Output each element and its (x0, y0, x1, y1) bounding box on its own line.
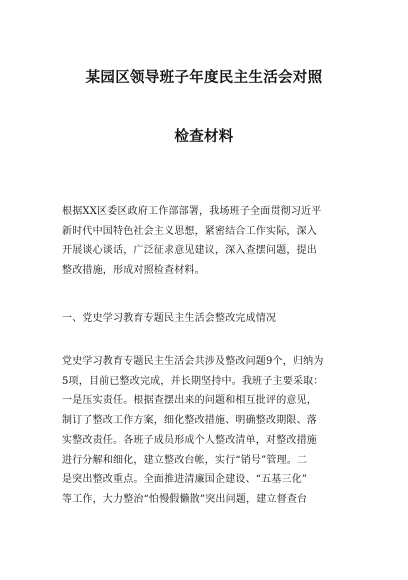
document-title-line-2: 检查材料 (174, 129, 234, 145)
paragraph-line: 新时代中国特色社会主义思想，紧密结合工作实际，深入 (62, 225, 317, 237)
paragraph-line: 进行分解和细化，建立整改台帐，实行“销号”管理。二 (62, 454, 308, 466)
paragraph-line: 开展谈心谈话，广泛征求意见建议，深入查摆问题，提出 (62, 245, 317, 257)
paragraph-line: 制订了整改工作方案，细化整改措施、明确整改期限、落 (62, 415, 317, 427)
paragraph-line: 整改措施，形成对照检查材料。 (62, 265, 205, 277)
paragraph-line: 根据XX区委区政府工作部部署，我场班子全面贯彻习近平 (62, 206, 322, 217)
paragraph-line: 是突出整改重点。全面推进清廉国企建设、“五基三化” (62, 474, 308, 486)
paragraph-line: 5项，目前已整改完成，并长期坚持中。我班子主要采取： (62, 375, 324, 387)
paragraph-line: 党史学习教育专题民主生活会共涉及整改问题9个，归纳为 (62, 356, 324, 367)
paragraph-line: 等工作，大力整治“怕慢假懒散”突出问题，建立督查台 (62, 493, 308, 505)
document-title-line-1: 某园区领导班子年度民主生活会对照 (85, 70, 323, 86)
section-paragraph (62, 352, 352, 510)
paragraph-line: 一是压实责任。根据查摆出来的问题和相互批评的意见， (62, 395, 317, 407)
section-heading: 一、党史学习教育专题民主生活会整改完成情况 (62, 313, 277, 324)
paragraph-line: 实整改责任。各班子成员形成个人整改清单，对整改措施 (62, 434, 317, 446)
intro-paragraph (62, 202, 352, 281)
